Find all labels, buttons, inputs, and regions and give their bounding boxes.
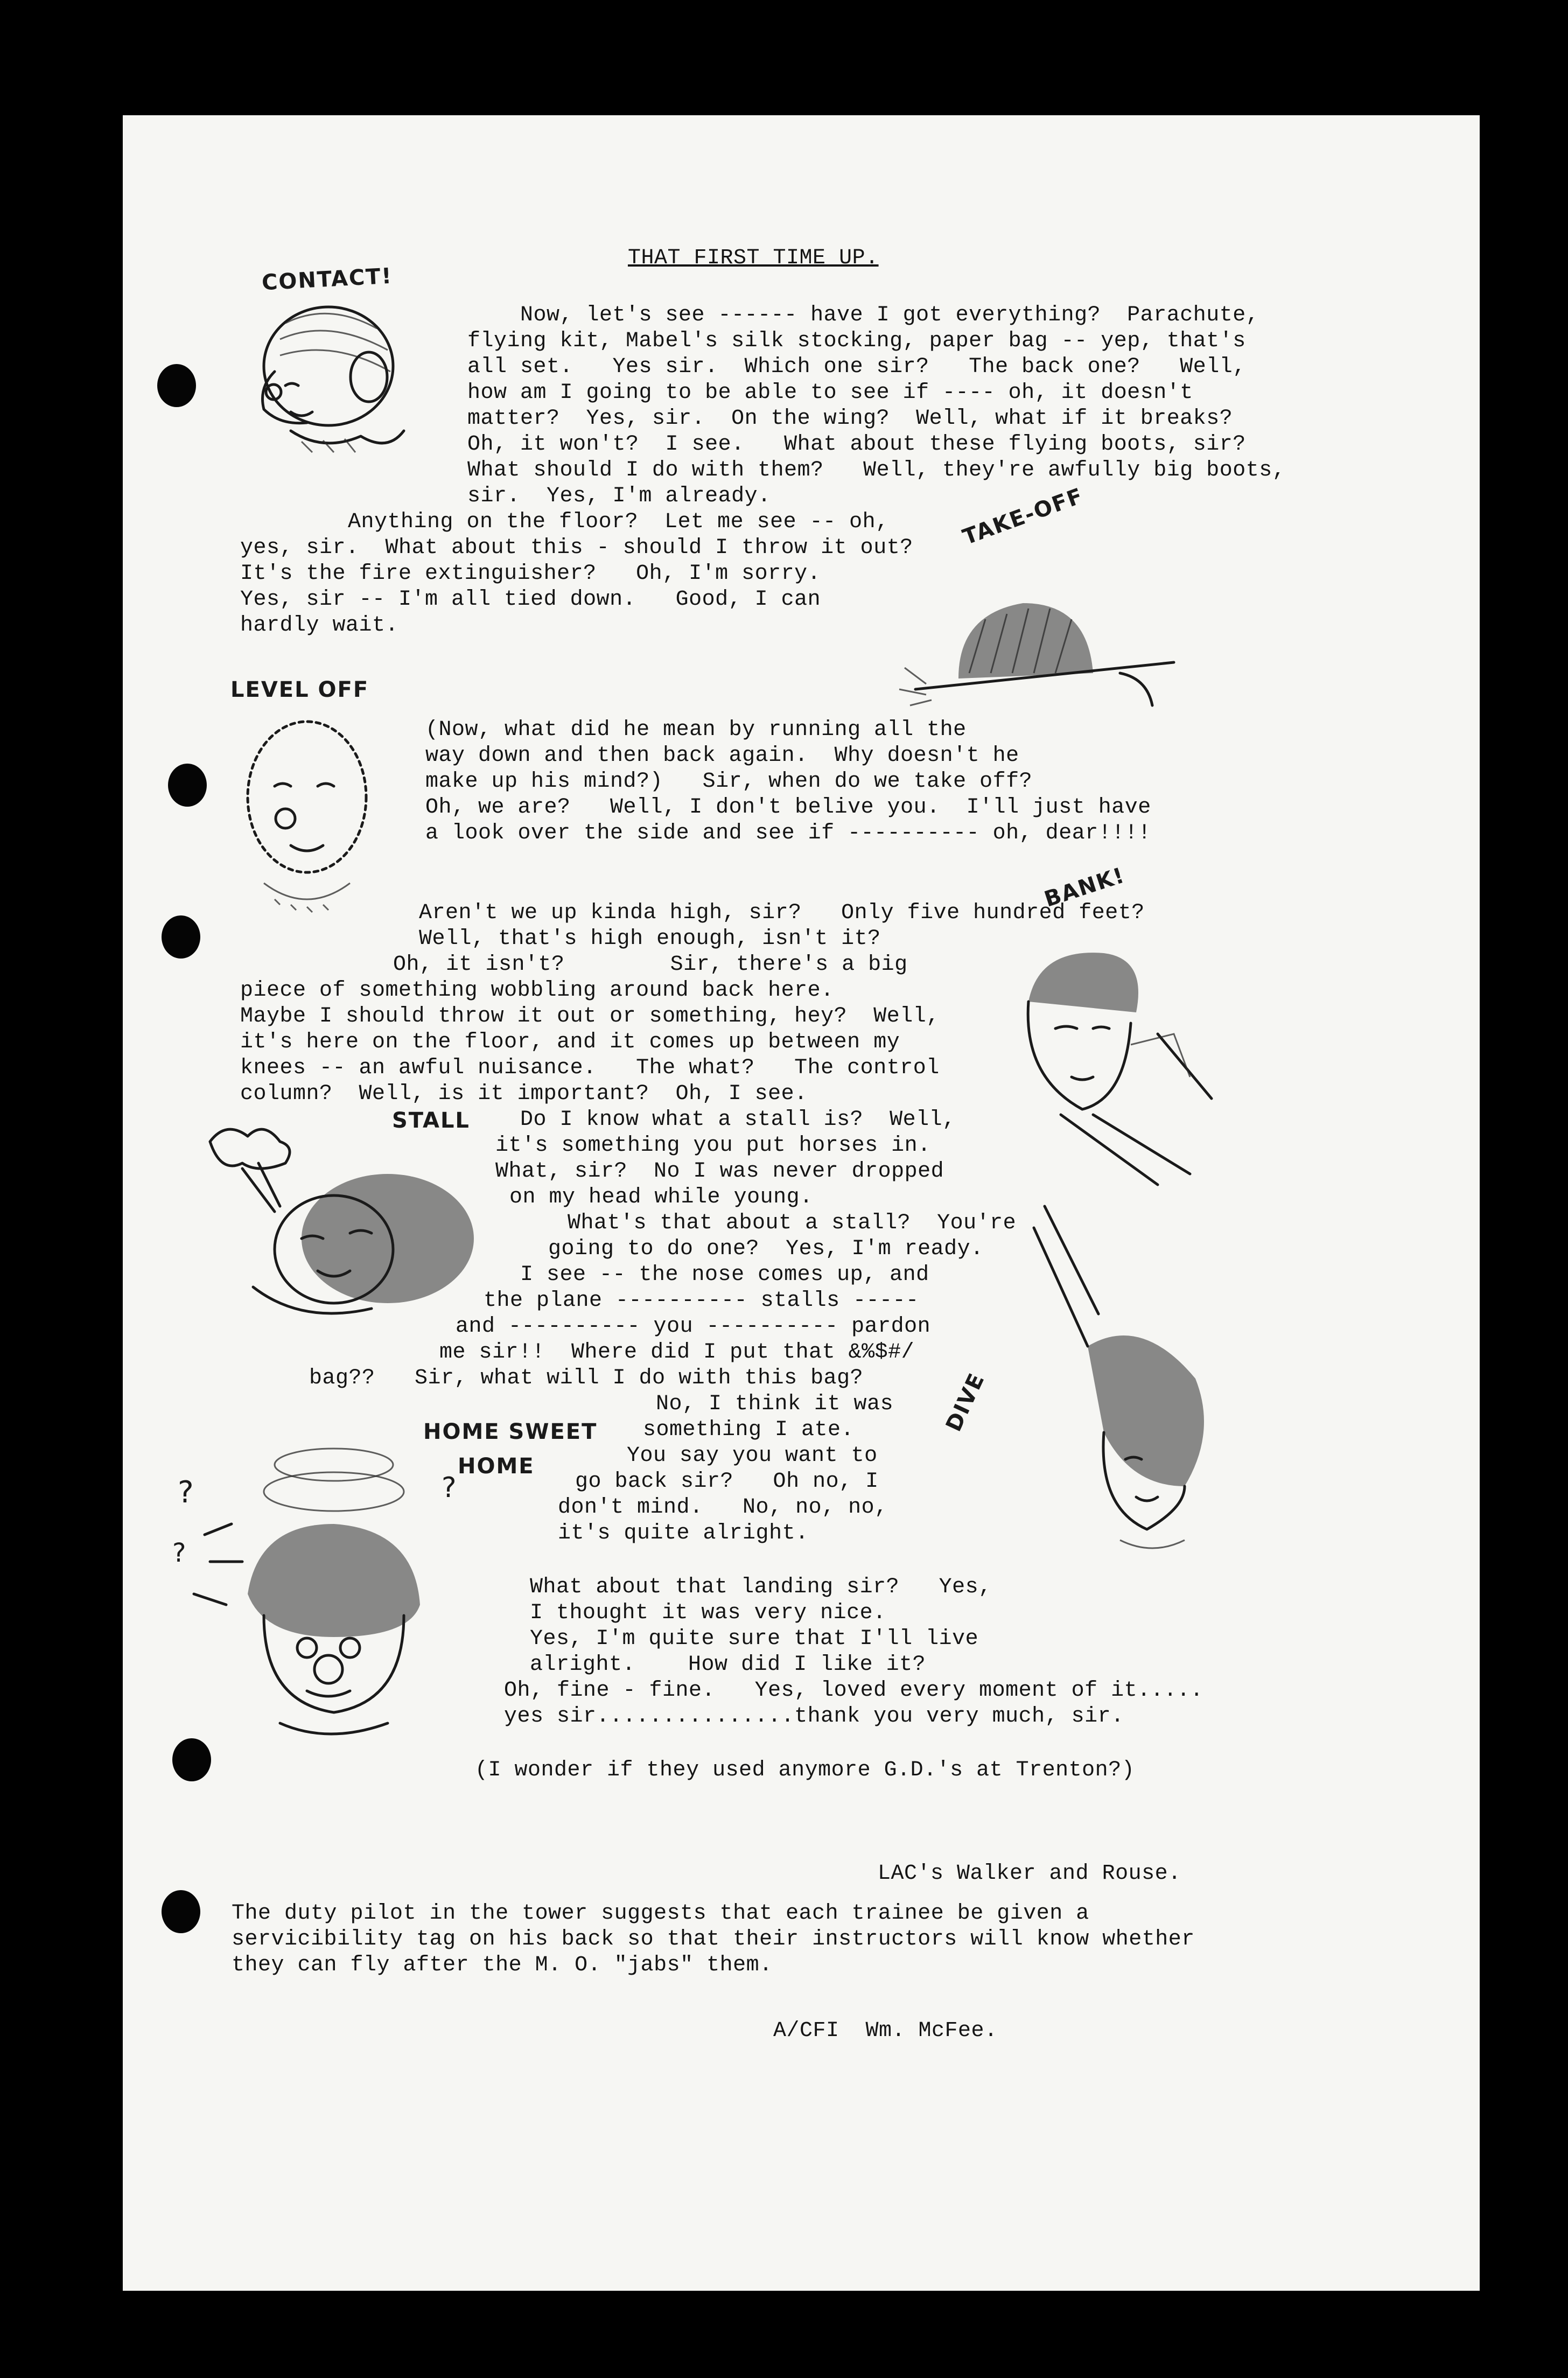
text-line: knees -- an awful nuisance. The what? The control — [240, 1056, 940, 1080]
svg-text:?: ? — [172, 1538, 186, 1568]
text-line: alright. How did I like it? — [530, 1653, 926, 1677]
text-line: don't mind. No, no, no, — [558, 1495, 888, 1520]
cartoon-contact-pilot — [226, 291, 420, 485]
cartoon-home-sweet-home — [172, 1443, 506, 1820]
cartoon-dive — [1023, 1206, 1249, 1583]
text-line: sir. Yes, I'm already. — [467, 484, 771, 508]
svg-text:?: ? — [442, 1472, 457, 1504]
text-line: yes sir...............thank you very much, sir. — [504, 1704, 1124, 1729]
svg-text:?: ? — [178, 1475, 194, 1510]
text-line: No, I think it was — [656, 1392, 894, 1416]
binder-hole — [157, 364, 196, 407]
text-line: way down and then back again. Why doesn't he — [425, 744, 1019, 768]
text-line: and ---------- you ---------- pardon — [456, 1314, 931, 1339]
text-line: What about that landing sir? Yes, — [530, 1575, 992, 1599]
text-line: they can fly after the M. O. "jabs" them. — [232, 1953, 773, 1977]
text-line: it's here on the floor, and it comes up between my — [240, 1030, 900, 1054]
text-line: hardly wait. — [240, 613, 399, 638]
text-line: it's something you put horses in. — [495, 1134, 931, 1158]
cartoon-stall — [194, 1109, 495, 1335]
cartoon-bank — [996, 937, 1222, 1195]
text-line: Yes, I'm quite sure that I'll live — [530, 1627, 979, 1651]
text-line: Do I know what a stall is? Well, — [520, 1108, 956, 1132]
text-line: matter? Yes, sir. On the wing? Well, what if it breaks? — [467, 407, 1233, 431]
cartoon-label-bank: BANK! — [1041, 863, 1128, 912]
text-line: You say you want to — [627, 1444, 878, 1468]
text-line: flying kit, Mabel's silk stocking, paper bag -- yep, that's — [467, 329, 1246, 353]
text-line: (I wonder if they used anymore G.D.'s at Trenton?) — [475, 1758, 1135, 1782]
text-line: Oh, it won't? I see. What about these flying boots, sir? — [467, 432, 1246, 457]
text-line: Well, that's high enough, isn't it? — [419, 927, 881, 951]
text-line: how am I going to be able to see if ---- oh, it doesn't — [467, 381, 1193, 405]
text-line: Yes, sir -- I'm all tied down. Good, I can — [240, 587, 821, 612]
text-line: What should I do with them? Well, they're awfully big boots, — [467, 458, 1286, 482]
cartoon-label-take-off: TAKE-OFF — [960, 483, 1087, 550]
text-line: I see -- the nose comes up, and — [520, 1263, 929, 1287]
text-line: going to do one? Yes, I'm ready. — [548, 1237, 984, 1261]
text-line: I thought it was very nice. — [530, 1601, 886, 1625]
cartoon-label-dive: DIVE — [941, 1369, 990, 1436]
cartoon-label-level-off: LEVEL OFF — [230, 677, 369, 702]
text-line: go back sir? Oh no, I — [575, 1470, 879, 1494]
cartoon-label-stall: STALL — [392, 1108, 470, 1133]
text-line: servicibility tag on his back so that their instructors will know whether — [232, 1927, 1195, 1952]
text-line: The duty pilot in the tower suggests that each trainee be given a — [232, 1901, 1089, 1926]
cartoon-level-off — [226, 700, 388, 937]
text-line: Oh, fine - fine. Yes, loved every moment of it..... — [504, 1678, 1203, 1703]
text-line: all set. Yes sir. Which one sir? The back one? Well, — [467, 355, 1246, 379]
signature-authors: LAC's Walker and Rouse. — [878, 1862, 1181, 1886]
text-line: on my head while young. — [509, 1185, 813, 1209]
text-line: make up his mind?) Sir, when do we take off? — [425, 770, 1033, 794]
text-line: Oh, we are? Well, I don't belive you. I'll just have — [425, 795, 1151, 820]
text-line: piece of something wobbling around back here. — [240, 978, 834, 1003]
binder-hole — [162, 915, 200, 959]
text-line: the plane ---------- stalls ----- — [484, 1289, 919, 1313]
text-line: (Now, what did he mean by running all the — [425, 718, 967, 742]
cartoon-label-home-2: HOME — [458, 1454, 535, 1479]
binder-hole — [168, 764, 207, 807]
text-line: It's the fire extinguisher? Oh, I'm sorry. — [240, 562, 821, 586]
text-line: something I ate. — [643, 1418, 855, 1442]
text-line: it's quite alright. — [558, 1521, 809, 1545]
text-line: column? Well, is it important? Oh, I see. — [240, 1082, 808, 1106]
binder-hole — [162, 1890, 200, 1933]
text-line: What, sir? No I was never dropped — [495, 1159, 944, 1184]
page-title: THAT FIRST TIME UP. — [628, 246, 879, 270]
cartoon-label-contact: CONTACT! — [261, 263, 393, 296]
cartoon-take-off — [894, 571, 1195, 743]
text-line: a look over the side and see if ---------- oh, dear!!!! — [425, 821, 1151, 845]
text-line: What's that about a stall? You're — [568, 1211, 1017, 1235]
text-line: Now, let's see ------ have I got everything? Parachute, — [520, 303, 1259, 327]
text-line: Aren't we up kinda high, sir? Only five hundred feet? — [419, 901, 1145, 925]
text-line: Anything on the floor? Let me see -- oh, — [348, 510, 889, 534]
signature-cfi: A/CFI Wm. McFee. — [773, 2019, 998, 2043]
text-line: me sir!! Where did I put that &%$#/ — [439, 1340, 915, 1365]
text-line: Maybe I should throw it out or something, hey? Well, — [240, 1004, 940, 1029]
text-line: bag?? Sir, what will I do with this bag? — [309, 1366, 864, 1390]
text-line: yes, sir. What about this - should I throw it out? — [240, 536, 913, 560]
text-line: Oh, it isn't? Sir, there's a big — [393, 953, 908, 977]
cartoon-label-home-1: HOME SWEET — [423, 1419, 598, 1444]
